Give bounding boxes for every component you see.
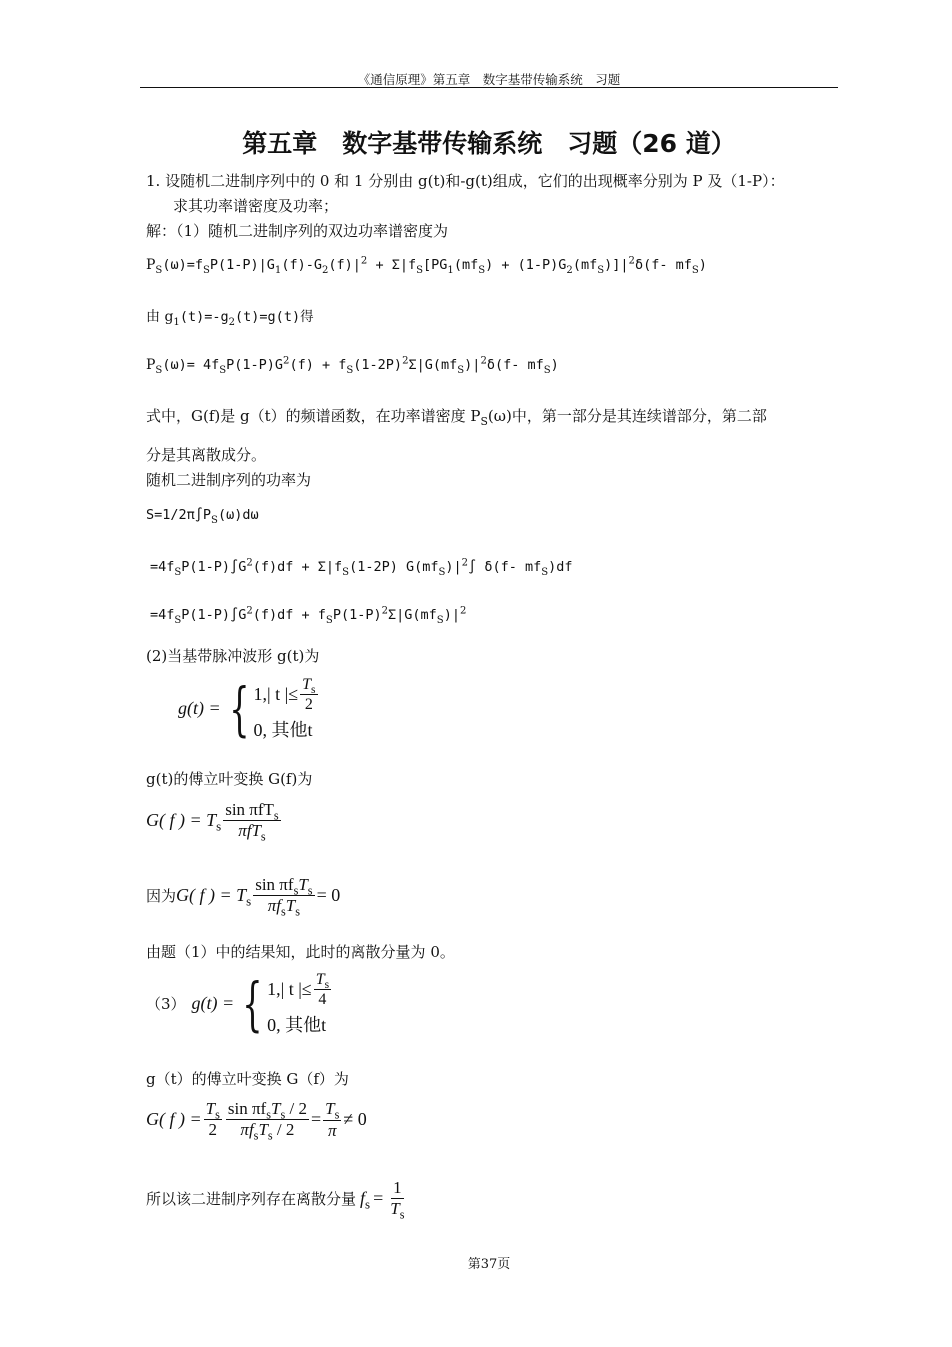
equation-psd-simplified: $P_S(\omega)= 4f_SP(1-P)G^2(f) + f_S(1-2P)^2\Sigma|G(mf_S)|^2\delta(f-$ $mf_S$) <box>146 355 559 376</box>
power-intro: 随机二进制序列的功率为 <box>146 471 312 489</box>
because-eq: 因为 G( f ) = $T_s$ $\frac{\sin \pi f_sT_s}{\pi f_sT_s}$ = 0 <box>146 875 341 919</box>
fourier-intro: g(t)的傅立叶变换 G(f)为 <box>146 770 313 788</box>
chapter-title: 第五章 数字基带传输系统 习题（26 道） <box>242 129 736 158</box>
running-header: 《通信原理》第五章 数字基带传输系统 习题 <box>357 72 621 87</box>
result-discrete-zero: 由题（1）中的结果知，此时的离散分量为 0。 <box>146 943 455 961</box>
header-rule <box>140 87 838 88</box>
equation-psd-general: $P_S(\omega)=f_SP(1-P)|G_1(f)-G_2(f)|^2 + \Sigma|f_S[PG_1(mf_S) + (1-P)G_2(mf_S)]|^2\delta(f-$ $mf_S$) <box>146 255 707 276</box>
equation-power-2: $=4f_SP(1-P)\int G^2(f)df + \Sigma|f_S(1-2P)$ $G(mf_S)|^2\int$ δ(f- $mf_S)df$ <box>150 557 573 578</box>
problem-line-1: 1. 设随机二进制序列中的 0 和 1 分别由 g(t)和-g(t)组成，它们的出现概率分别为 P 及（1-P）： <box>146 172 785 190</box>
left-brace: { <box>228 674 250 743</box>
part2-intro: (2)当基带脉冲波形 g(t)为 <box>146 647 320 665</box>
left-brace: { <box>242 969 263 1038</box>
equation-power-1: $S=1/2\pi\int P_S(\omega)d\omega$ <box>146 507 259 526</box>
fourier-transform-eq-2: G( f ) = $\frac{T_s}{2}$ $\frac{\sin \pi f_sT_s / 2}{\pi f_sT_s / 2}$ = $\frac{T_s}{\pi}$ ≠ 0 <box>146 1099 367 1143</box>
explanation-line-1: 式中，G(f)是 g（t）的频谱函数，在功率谱密度 $P_S(\omega)$中，第一部分是其连续谱部分，第二部 <box>146 407 767 428</box>
problem-line-2: 求其功率谱密度及功率； <box>173 197 339 215</box>
explanation-line-2: 分是其离散成分。 <box>146 446 267 464</box>
solution-intro: 解：（1）随机二进制序列的双边功率谱密度为 <box>146 222 449 240</box>
piecewise-gt-half: g(t) = { 1,| t |≤ $\frac{T_s}{2}$ 0, 其他t <box>178 674 316 743</box>
page-number: 第37页 <box>467 1257 511 1272</box>
fourier-transform-eq: G( f ) = $T_s$ $\frac{\sin \pi fT_s}{\pi fT_s}$ <box>146 800 279 844</box>
piecewise-gt-quarter: （3） g(t) = { 1,| t |≤ $\frac{T_s}{4}$ 0, 其他t <box>146 969 330 1038</box>
equation-power-3: $=4f_SP(1-P)\int G^2(f)df + f_SP(1-P)^2\Sigma|G(mf_S)|^2$ <box>150 605 467 626</box>
fourier-intro-2: g（t）的傅立叶变换 G（f）为 <box>146 1070 349 1088</box>
conclusion-line: 所以该二进制序列存在离散分量 $f_s$ = $\frac{1}{T_s}$ <box>146 1178 405 1222</box>
given-relation: 由 $g_1(t)=-g_2(t)=g(t)$得 <box>146 309 314 328</box>
